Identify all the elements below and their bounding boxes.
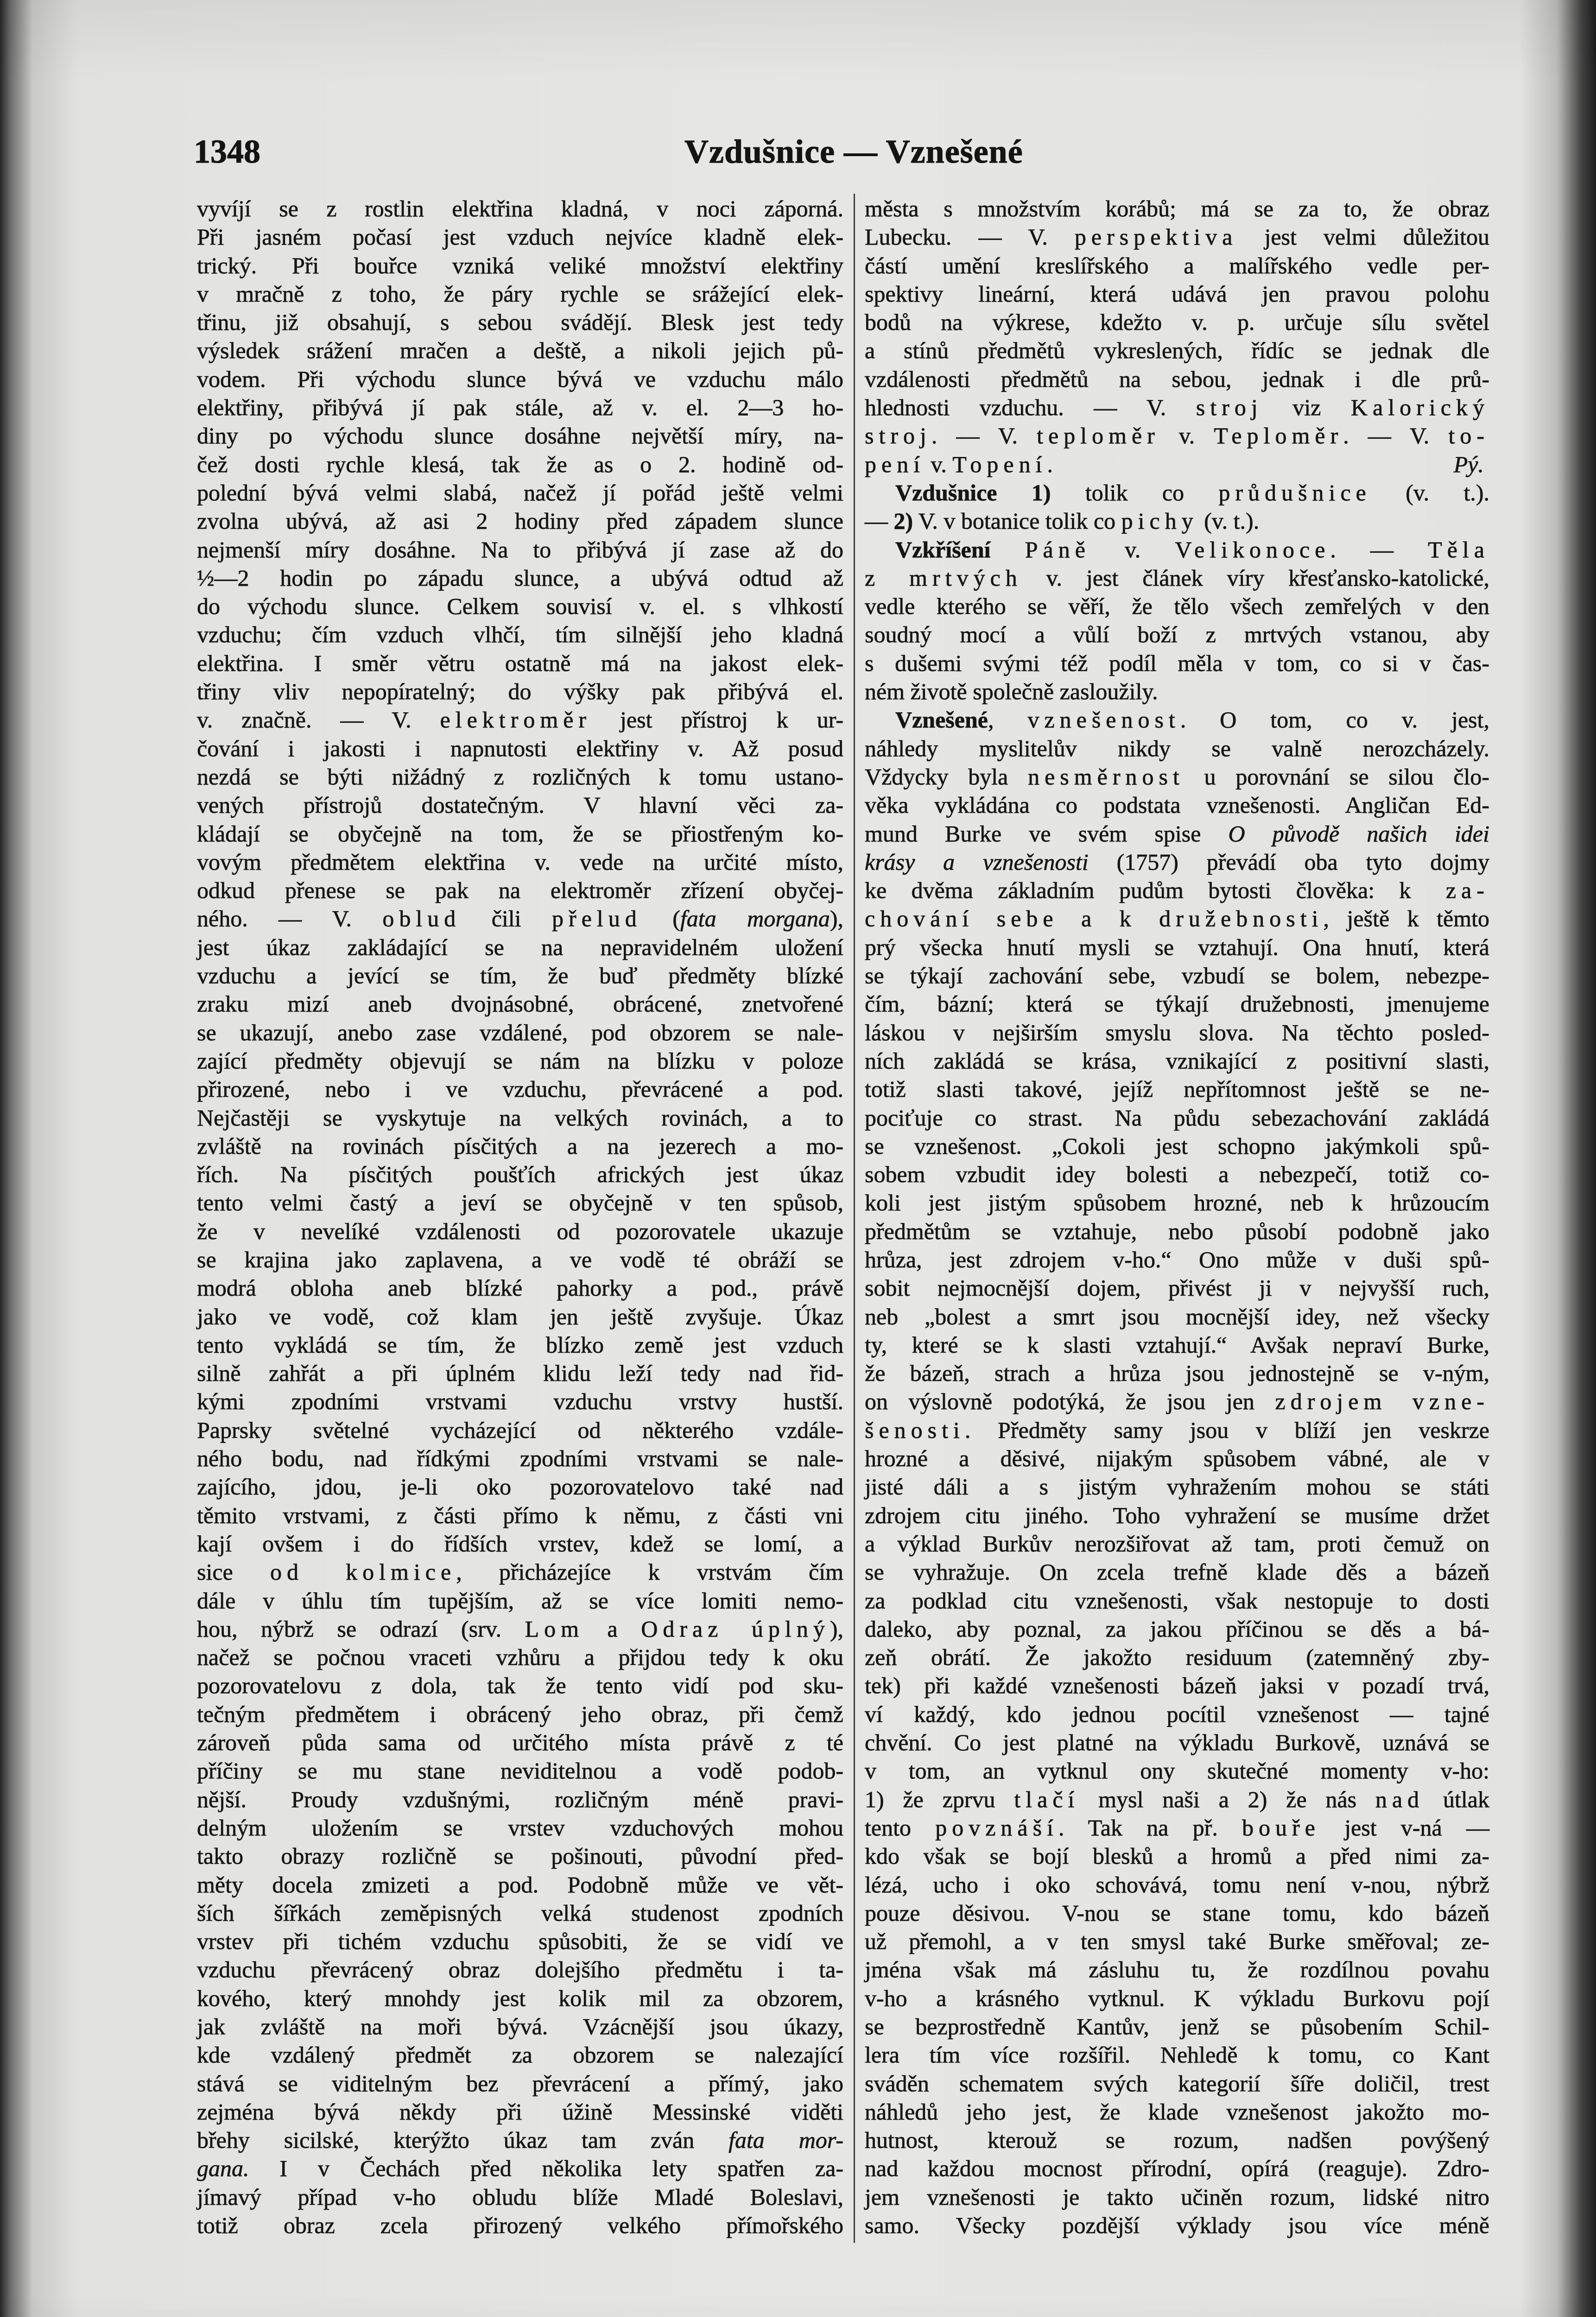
text-line: těmito vrstvami, z části přímo k němu, z části vni (197, 1502, 843, 1528)
text-line: kládají se obyčejně na tom, že se přiostřeným ko- (197, 820, 843, 847)
text-line: vrstev při tichém vzduchu spůsobiti, že se vidí ve (197, 1928, 843, 1955)
text-run: ), (830, 905, 844, 932)
text-line: lézá, ucho i oko schovává, tomu není v-nou, nýbrž (865, 1871, 1489, 1898)
text-run: . — V. (1343, 423, 1449, 449)
text-line: čování i jakosti i napnutosti elektřiny v. Až posud (197, 735, 843, 761)
page-number: 1348 (194, 133, 260, 170)
text-line: hrůza, jest zdrojem v-ho.“ Ono může v duši spů- (865, 1246, 1489, 1272)
spaced-text: vznešenost (1027, 707, 1180, 733)
text-line: kají ovšem i do řídších vrstev, kdež se lomí, a (197, 1530, 843, 1557)
spaced-text: pení (865, 451, 925, 477)
text-line: částí umění kreslířského a malířského vedle per- (865, 252, 1489, 279)
text-line: příčiny se mu stane neviditelnou a vodě podob- (197, 1758, 843, 1784)
text-line: kového, který mnohdy jest kolik mil za obzorem, (197, 1985, 843, 2011)
spaced-text: Odraz úplný (641, 1615, 830, 1642)
spaced-text: zdrojem vzne- (1275, 1388, 1489, 1415)
text-line: jména však má zásluhu tu, že rozdílnou povahu (865, 1956, 1489, 1983)
text-line (197, 2154, 843, 2183)
text-line: se vyhražuje. On zcela trefně klade děs a bázeň (865, 1559, 1489, 1585)
text-line: kdo však se bojí blesků a hromů a před nimi za- (865, 1843, 1489, 1869)
text-line: se krajina jako zaplavena, a ve vodě té obráží se (197, 1246, 843, 1272)
spaced-text: Topení (952, 451, 1047, 477)
text-line: spektivy lineární, která udává jen pravou polohu (865, 280, 1489, 307)
text-run: 1) že zprvu (865, 1786, 1014, 1812)
text-line: prý všecka hnutí mysli se vztahují. Ona hnutí, která (865, 934, 1489, 960)
text-line: ty, které se k slasti vztahují.“ Avšak nepraví Burke, (865, 1331, 1489, 1358)
text-line (865, 393, 1489, 422)
text-line (865, 564, 1489, 592)
text-line: kými zpodními vrstvami vzduchu vrstvy hustší. (197, 1388, 843, 1415)
text-run: on výslovně podotýká, že jsou jen (865, 1388, 1275, 1415)
text-line (865, 536, 1489, 564)
spaced-text: přelud (552, 905, 642, 932)
text-run: , ještě k těmto (1323, 905, 1489, 932)
text-line: Při jasném počasí jest vzduch nejvíce kladně elek- (197, 224, 843, 250)
text-line (865, 820, 1489, 848)
text-line (865, 706, 1489, 734)
spaced-text: pichy (1121, 508, 1198, 534)
bold-headword: 1) (1031, 479, 1051, 506)
text-line: řích. Na písčitých poušťích afrických jest úkaz (197, 1161, 843, 1188)
text-line (865, 450, 1489, 479)
text-line: zajícího, jdou, je-li oko pozorovatelovo také nad (197, 1474, 843, 1500)
text-line: čež dosti rychle klesá, tak že as o 2. hodině od- (197, 451, 843, 477)
text-run: (v. t.). (1371, 479, 1489, 506)
text-line: vyvíjí se z rostlin elektřina kladná, v noci záporná. (197, 196, 843, 222)
spaced-text: Páně (1025, 536, 1090, 563)
text-line: s dušemi svými též podíl měla v tom, co si v čas- (865, 650, 1489, 676)
text-line: elektřina. I směr větru ostatně má na jakost elek- (197, 650, 843, 676)
text-line: sobem vzbudit idey bolesti a nebezpečí, totiž co- (865, 1161, 1489, 1188)
text-line: zvolna ubývá, až asi 2 hodiny před západem slunce (197, 508, 843, 534)
text-run: . (1047, 451, 1053, 477)
text-line (197, 2126, 843, 2154)
text-run: hou, nýbrž se odrazí (srv. (197, 1615, 525, 1642)
text-line: neb „bolest a smrt jsou mocnější idey, než všecky (865, 1303, 1489, 1329)
text-run: v. jest článek víry křesťansko-katolické, (1022, 564, 1489, 591)
text-line: soudný mocí a vůlí boží z mrtvých vstanou, aby (865, 621, 1489, 648)
left-column (197, 195, 843, 2240)
text-line: silně zahřát a při úplném klidu leží tedy nad řid- (197, 1360, 843, 1386)
text-line: do východu slunce. Celkem souvisí v. el. s vlhkostí (197, 593, 843, 620)
text-line: totiž obraz zcela přirozený velkého přímořského (197, 2212, 843, 2239)
text-line: a stínů předmětů vykreslených, řídíc se jednak dle (865, 337, 1489, 364)
column-rule (854, 194, 855, 2243)
text-line: pouze děsivou. V-nou se stane tomu, kdo bázeň (865, 1899, 1489, 1926)
text-line: vovým předmětem elektřina v. vede na určité místo, (197, 848, 843, 875)
text-line: že bázeň, strach a hrůza jsou jednostejně se v-ným, (865, 1360, 1489, 1386)
text-line: sobit nejmocnější dojem, přivést ji v nejvyšší ruch, (865, 1275, 1489, 1301)
text-line (197, 706, 843, 734)
text-line: náhledy myslitelův nikdy se valně nerozcházely. (865, 735, 1489, 761)
text-line (197, 1615, 843, 1643)
spaced-text: povznáší (935, 1814, 1058, 1841)
spaced-text: Teploměr (1214, 423, 1343, 449)
text-run: břehy sicilské, kterýžto úkaz tam zván (197, 2127, 729, 2153)
text-line (197, 905, 843, 933)
text-line: jako ve vodě, což klam jen ještě zvyšuje. Úkaz (197, 1303, 843, 1329)
text-line: měty docela zmizeti a pod. Podobně může ve vět- (197, 1871, 843, 1898)
text-run: . — V. (931, 423, 1037, 449)
text-line (197, 1558, 843, 1586)
text-line: už přemohl, a v ten smysl také Burke směřoval; ze- (865, 1928, 1489, 1955)
italic-text: fata morgana (680, 905, 830, 932)
text-line: nad každou mocnost přírodní, opírá (reaguje). Zdro- (865, 2155, 1489, 2182)
text-line: vzduchu převrácený obraz dolejšího předmětu i ta- (197, 1956, 843, 1983)
text-line: vzdálenosti předmětů na sebou, jednak i dle prů- (865, 366, 1489, 392)
text-run: tolik co (1051, 479, 1219, 506)
text-run: ke dvěma základním pudům bytosti člověka: (865, 877, 1400, 904)
text-run: čili (461, 905, 552, 932)
text-line: bodů na výkrese, kdežto v. p. určuje sílu světel (865, 309, 1489, 336)
text-line (865, 223, 1489, 251)
text-line: odkud přenese se pak na elektroměr zřízení obyčej- (197, 877, 843, 904)
text-line: za podklad citu vznešenosti, však nestopuje to dosti (865, 1587, 1489, 1614)
text-run: (v. t.). (1198, 508, 1260, 534)
text-line: zároveň půda sama od určitého místa právě z té (197, 1729, 843, 1756)
text-run: viz (1262, 394, 1351, 421)
text-line: modrá obloha aneb blízké pahorky a pod., právě (197, 1275, 843, 1301)
italic-text: krásy a vznešenosti (865, 848, 1089, 875)
text-line: daleko, aby poznal, za jakou příčinou se děs a bá- (865, 1615, 1489, 1642)
text-line: vedle kterého se věří, že tělo všech zemřelých v den (865, 593, 1489, 620)
text-line: ½—2 hodin po západu slunce, a ubývá odtud až (197, 564, 843, 591)
text-line: nější. Proudy vzdušnými, rozličným méně pravi- (197, 1786, 843, 1812)
spaced-text: oblud (382, 905, 461, 932)
text-line: a výklad Burkův nerozšiřovat až tam, proti čemuž on (865, 1530, 1489, 1557)
spaced-text: perspektiva (1074, 224, 1238, 250)
text-line: nejmenší míry dosáhne. Na to přibývá jí zase až do (197, 536, 843, 563)
text-line: předmětům se vztahuje, nebo působí podobně jako (865, 1218, 1489, 1244)
text-line: koli jest jistým spůsobem hrozné, neb k hrůzoucím (865, 1190, 1489, 1216)
text-line: sváděn schematem svých kategorií šíře doličil, trest (865, 2070, 1489, 2096)
bold-headword: 2) (893, 508, 913, 534)
text-line (865, 479, 1489, 507)
spaced-text: nesměrnost (1028, 763, 1184, 790)
spaced-text: teploměr (1037, 423, 1160, 449)
spaced-text: z mrtvých (865, 564, 1022, 591)
text-run: , (988, 707, 1028, 733)
text-run: tento (865, 1814, 936, 1841)
text-line: ném životě společně zasloužily. (865, 678, 1158, 705)
text-run: . Předměty samy jsou v blíží jen veskrze (964, 1417, 1489, 1443)
text-run: v. značně. — V. (197, 707, 440, 733)
text-line: diny po východu slunce dosáhne největší míry, na- (197, 423, 843, 449)
text-line: takto obrazy rozličně se pošinouti, původní před- (197, 1843, 843, 1869)
spaced-text: tlačí (1014, 1786, 1080, 1812)
text-run: v. (1090, 536, 1175, 563)
text-line (865, 905, 1489, 933)
text-line: jem vznešenosti je takto učiněn rozum, lidské nitro (865, 2184, 1489, 2210)
text-run: v. (925, 451, 953, 477)
text-run: (1757) převádí oba tyto dojmy (1088, 848, 1489, 875)
text-line (865, 1416, 1489, 1444)
text-run: ), (830, 1615, 843, 1642)
text-line: ších šířkách zeměpisných velká studenost zpodních (197, 1899, 843, 1926)
text-line: tento vykládá se tím, že blízko země jest vzduch (197, 1331, 843, 1358)
text-line: totiž slasti takové, jejíž nepřítomnost ještě se ne- (865, 1076, 1489, 1102)
text-line: v tom, an vytknul ony skutečné momenty v-ho: (865, 1758, 1489, 1784)
spaced-text: chování sebe a k družebnosti (865, 905, 1324, 932)
text-run: útlak (1424, 1786, 1489, 1812)
text-line: jak zvláště na moři bývá. Vzácnější jsou úkazy, (197, 2013, 843, 2039)
text-line: že v nevelíké vzdálenosti od pozorovatele ukazuje (197, 1218, 843, 1244)
text-line: v mračně z toho, že páry rychle se srážející elek- (197, 280, 843, 307)
text-line: láskou v nejširším smyslu slova. Na těchto posled- (865, 1019, 1489, 1045)
text-run: jest přístroj k ur- (591, 707, 843, 733)
spaced-text: od kolmice (270, 1559, 456, 1585)
text-line: elektřiny, přibývá jí pak stále, až v. el. 2—3 ho- (197, 394, 843, 421)
text-run (991, 537, 1025, 563)
text-line (865, 422, 1489, 450)
text-line (865, 1814, 1489, 1842)
right-column (865, 195, 1489, 2240)
text-line: Paprsky světelné vycházející od některého vzdále- (197, 1417, 843, 1443)
bold-headword: Vzdušnice (895, 479, 997, 506)
text-line: třiny vliv nepopíratelný; do výšky pak přibývá el. (197, 678, 843, 705)
text-line: nezdá se býti nižádný z rozličných k tomu ustano- (197, 763, 843, 790)
text-run: jest velmi důležitou (1237, 224, 1489, 250)
text-line: vzduchu; čím vzduch vlhčí, tím silnější jeho kladná (197, 621, 843, 648)
text-line: hrozné a děsivé, nijakým spůsobem vábné, ale v (865, 1445, 1489, 1472)
text-line: kde vzdálený předmět za obzorem se nalezající (197, 2042, 843, 2068)
text-line: zvláště na rovinách písčitých a na jezerech a mo- (197, 1133, 843, 1159)
text-line: tek) při každé vznešenosti bázeň jaksi v pozadí trvá, (865, 1672, 1489, 1699)
text-line: stává se viditelným bez převrácení a přímý, jako (197, 2070, 843, 2096)
text-line: se ukazují, anebo zase vzdálené, pod obzorem se nale- (197, 1019, 843, 1045)
text-line: se vznešenost. „Cokoli jest schopno jakýmkoli spů- (865, 1133, 1489, 1159)
italic-text: gana. (197, 2155, 249, 2182)
text-run: I v Čechách před několika lety spatřen za- (249, 2155, 843, 2182)
text-run: ného. — V. (197, 905, 383, 932)
italic-text: O původě našich idei (1228, 820, 1489, 847)
text-line: zejména bývá někdy při úžině Messinské viděti (197, 2098, 843, 2125)
text-run: . — (1330, 536, 1428, 563)
text-line: dále v úhlu tím tupějším, až se více lomiti nemo- (197, 1587, 843, 1614)
text-run: a (584, 1615, 641, 1642)
text-line (865, 1785, 1489, 1814)
text-run: , přicházejíce k vrstvám čím (456, 1559, 844, 1585)
text-line: města s množstvím korábů; má se za to, že obraz (865, 196, 1489, 222)
spaced-text: stroj (1196, 394, 1263, 421)
text-run: ( (641, 905, 680, 932)
author-signature: Pý. (1453, 451, 1484, 477)
spaced-text: stroj (865, 423, 931, 449)
text-line: tento velmi častý a jeví se obyčejně v ten spůsob, (197, 1190, 843, 1216)
spaced-text: průdušnice (1218, 479, 1371, 506)
spaced-text: šenosti (865, 1417, 965, 1443)
text-line (865, 1387, 1489, 1416)
text-run: . O tom, co v. jest, (1180, 707, 1489, 733)
text-line: ného bodu, nad řídkými zpodními vrstvami se nale- (197, 1445, 843, 1472)
text-line: jisté dáli a s jistým vyhražením mohou se státi (865, 1474, 1489, 1500)
text-line: se bezprostředně Kantův, jenž se působením Schil- (865, 2013, 1489, 2039)
text-line: trický. Při bouřce vzniká veliké množství elektřiny (197, 252, 843, 279)
spaced-text: Velikonoce (1175, 536, 1330, 563)
text-line: pociťuje co strast. Na půdu sebezachování zakládá (865, 1104, 1489, 1131)
bold-headword: Vznešené (895, 707, 988, 733)
text-line: zající předměty objevují se nám na blízku v poloze (197, 1047, 843, 1074)
spaced-text: Těla (1428, 536, 1490, 563)
text-line: se týkají zachování sebe, vzbudí se bolem, nebezpe- (865, 962, 1489, 989)
text-line: vzduchu a jevící se tím, že buď předměty blízké (197, 962, 843, 989)
text-line: zdrojem citu jiného. Toho vyhražení se musíme držet (865, 1502, 1489, 1528)
text-line: delným uložením se vrstev vzduchových mohou (197, 1814, 843, 1841)
text-line (865, 507, 1489, 535)
text-line: vených přístrojů dostatečným. V hlavní věci za- (197, 792, 843, 818)
text-line: polední bývá velmi slabá, načež jí pořád ještě velmi (197, 479, 843, 506)
text-run (997, 480, 1031, 506)
text-line: ví každý, kdo jednou pocítil vznešenost — tajné (865, 1701, 1489, 1727)
text-line: chvění. Co jest platné na výkladu Burkově, uznává se (865, 1729, 1489, 1756)
text-line: věka vykládána co podstata vznešenosti. Angličan Ed- (865, 792, 1489, 818)
text-line: pozorovatelovu z dola, tak že tento vidí pod sku- (197, 1672, 843, 1699)
text-line (865, 876, 1489, 905)
text-line: zeň obrátí. Že jakožto residuum (zatemněný zby- (865, 1644, 1489, 1671)
text-line: hutnost, kterouž se rozum, nadšen povýšený (865, 2127, 1489, 2153)
text-line: samo. Všecky pozdější výklady jsou více méně (865, 2212, 1489, 2239)
spaced-text: to- (1448, 423, 1489, 449)
text-line: Nejčastěji se vyskytuje na velkých rovinách, a to (197, 1104, 843, 1131)
text-line: náhledů jeho jest, že klade vznešenost jakožto mo- (865, 2098, 1489, 2125)
text-line: tečným předmětem i obrácený jeho obraz, při čemž (197, 1701, 843, 1727)
text-line: výsledek srážení mračen a deště, a nikoli jejich pů- (197, 337, 843, 364)
text-run: sice (197, 1559, 270, 1585)
spaced-text: Lom (525, 1615, 584, 1642)
text-line: vodem. Při východu slunce bývá ve vzduchu málo (197, 366, 843, 392)
running-title: Vzdušnice — Vznešené (684, 133, 1023, 170)
text-line: v-ho a krásného vytknul. K výkladu Burkovu pojí (865, 1985, 1489, 2011)
text-run: jest v-ná — (1320, 1814, 1489, 1841)
text-run: Vždycky byla (865, 763, 1028, 790)
text-line: načež se počnou vraceti vzhůru a přijdou tedy k oku (197, 1644, 843, 1671)
text-run: hlednosti vzduchu. — V. (865, 394, 1196, 421)
text-line: lera tím více rozšířil. Nehledě k tomu, co Kant (865, 2042, 1489, 2068)
text-line: zraku mizí aneb dvojnásobné, obrácené, znetvořené (197, 991, 843, 1017)
text-line: jímavý případ v-ho obludu blíže Mladé Boleslavi, (197, 2184, 843, 2210)
text-run: mund Burke ve svém spise (865, 820, 1229, 847)
text-run: mysl naši a 2) že nás (1079, 1786, 1375, 1812)
text-line (865, 763, 1489, 791)
text-run: — (865, 508, 894, 534)
text-line: čím, bázní; která se týkají družebnosti, jmenujeme (865, 991, 1489, 1017)
spaced-text: elektroměr (440, 707, 592, 733)
spaced-text: bouře (1242, 1814, 1320, 1841)
text-line: přirozené, nebo i ve vzduchu, převrácené a pod. (197, 1076, 843, 1102)
text-run: V. v botanice tolik co (913, 508, 1121, 534)
text-run: Lubecku. — V. (865, 224, 1075, 250)
text-run: u porovnání se silou člo- (1184, 763, 1489, 790)
text-run: v. (1159, 423, 1214, 449)
italic-text: fata mor- (728, 2127, 843, 2153)
text-line: třinu, již obsahují, s sebou svádějí. Blesk jest tedy (197, 309, 843, 336)
spaced-text: Kalorický (1351, 394, 1489, 421)
spaced-text: k za- (1399, 877, 1489, 904)
text-line (865, 848, 1489, 876)
text-line: jest úkaz zakládající se na nepravidelném uložení (197, 934, 843, 960)
text-line: ních zakládá se krása, vznikající z positivní slasti, (865, 1047, 1489, 1074)
bold-headword: Vzkříšení (895, 536, 991, 563)
spaced-text: nad (1375, 1786, 1425, 1812)
text-run: . Tak na př. (1058, 1814, 1242, 1841)
